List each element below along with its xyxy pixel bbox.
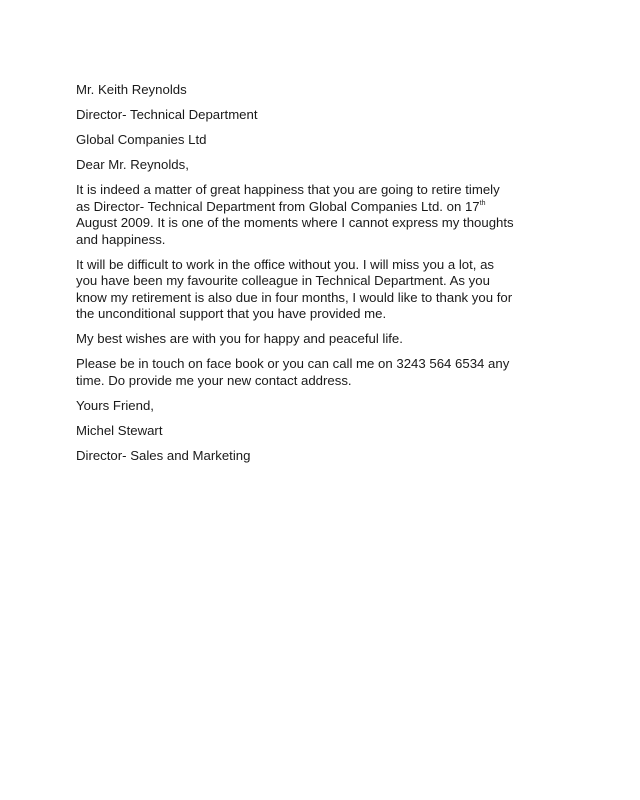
paragraph-line: and happiness. — [76, 231, 166, 247]
salutation: Dear Mr. Reynolds, — [76, 157, 189, 172]
closing: Yours Friend, — [76, 397, 154, 413]
paragraph-line: It is indeed a matter of great happiness that you are going to retire timely — [76, 182, 500, 197]
paragraph-line: Please be in touch on face book or you can call me on 3243 564 6534 any — [76, 356, 510, 371]
paragraph-line: know my retirement is also due in four months, I would like to thank you for — [76, 289, 513, 305]
recipient-company: Global Companies Ltd — [76, 132, 207, 147]
sender-name: Michel Stewart — [76, 422, 163, 438]
paragraph-farewell — [76, 257, 576, 323]
paragraph-line-text: as Director- Technical Department from Global Companies Ltd. on 17 — [76, 198, 480, 214]
paragraph-line: time. Do provide me your new contact address. — [76, 372, 352, 388]
letter-body — [76, 82, 576, 473]
paragraph-line: It will be difficult to work in the office without you. I will miss you a lot, as — [76, 256, 495, 272]
paragraph-retirement-announcement — [76, 182, 576, 248]
paragraph-line: you have been my favourite colleague in Technical Department. As you — [76, 273, 490, 288]
paragraph-best-wishes — [76, 331, 576, 348]
recipient-title: Director- Technical Department — [76, 107, 258, 122]
ordinal-suffix: th — [479, 199, 486, 207]
sender-title: Director- Sales and Marketing — [76, 447, 251, 463]
paragraph-line: August 2009. It is one of the moments where I cannot express my thoughts — [76, 215, 514, 230]
paragraph-contact — [76, 356, 576, 389]
paragraph-line: the unconditional support that you have provided me. — [76, 306, 387, 321]
recipient-name: Mr. Keith Reynolds — [76, 82, 187, 97]
paragraph-line — [76, 199, 576, 216]
paragraph-line: My best wishes are with you for happy and peaceful life. — [76, 331, 403, 346]
